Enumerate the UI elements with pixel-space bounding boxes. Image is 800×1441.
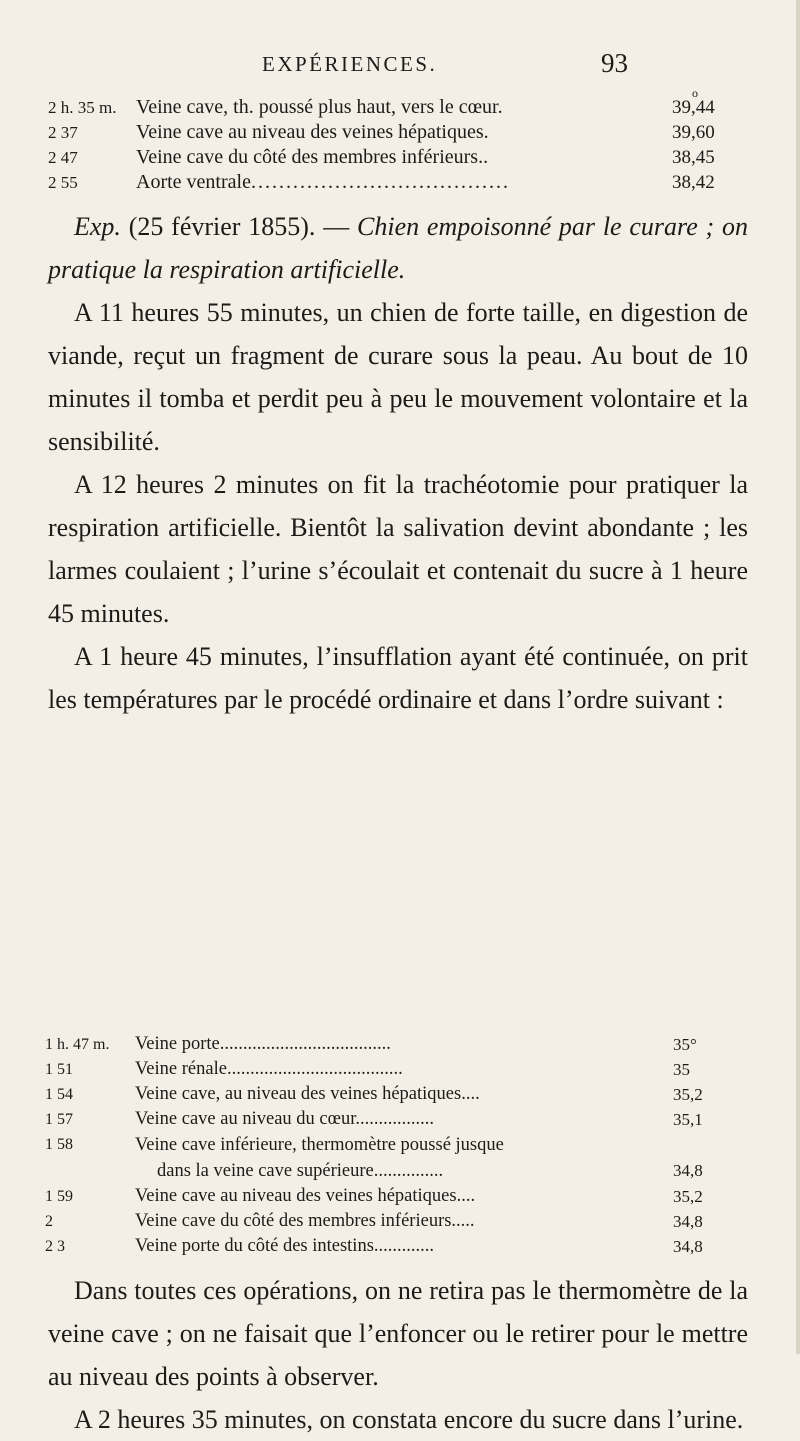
- temperature-cell: 34,8: [673, 1161, 703, 1180]
- paragraph: A 11 heures 55 minutes, un chien de forte taille, en digestion de viande, reçut un fragment de curare sous la peau. Au bout de 10 minutes il tomba et perdit peu à peu le mouvement volontaire et la sensibilité.: [48, 298, 748, 456]
- time-cell: 1 59: [45, 1188, 73, 1205]
- paragraph: A 2 heures 35 minutes, on constata encore du sucre dans l’urine.: [74, 1405, 744, 1434]
- leader-dots: .................: [355, 1109, 434, 1129]
- table-row: [48, 145, 748, 170]
- table-row: [45, 1132, 745, 1184]
- site-cell: Veine cave, au niveau des veines hépatiques....: [135, 1084, 480, 1104]
- table-row: [45, 1082, 745, 1107]
- site-cell: Veine cave du côté des membres inférieurs.....: [135, 1211, 475, 1231]
- table-row: [45, 1209, 745, 1234]
- leader-dots: .....................................: [219, 1034, 391, 1054]
- temperature-cell: 35,2: [673, 1085, 703, 1104]
- site-cell: [135, 1057, 403, 1082]
- table-row: [45, 1184, 745, 1209]
- site-cell: [135, 1234, 434, 1259]
- experiment-text: [48, 205, 748, 721]
- table-row: [48, 120, 748, 145]
- temperature-cell: 38,42: [672, 172, 715, 193]
- time-cell: 2: [45, 1213, 53, 1230]
- temperature-cell: 35,1: [673, 1110, 703, 1129]
- table-row: [45, 1057, 745, 1082]
- temperature-cell: 35: [673, 1060, 690, 1079]
- exp-prefix: Exp.: [74, 212, 121, 241]
- degree-mark: o: [692, 86, 698, 100]
- time-cell: 2 h. 35 m.: [48, 98, 117, 117]
- site-cell: [135, 1032, 391, 1057]
- time-cell: 2 55: [48, 173, 78, 192]
- time-cell: 1 58: [45, 1136, 73, 1153]
- leader-dots: ...............: [373, 1161, 444, 1181]
- running-head: [0, 48, 800, 82]
- site-cell: Veine cave du côté des membres inférieurs..: [136, 146, 489, 168]
- site-cell: Veine cave, th. poussé plus haut, vers le cœur.: [136, 96, 503, 118]
- temperature-table-2: [45, 1032, 745, 1259]
- table-row: [48, 86, 748, 120]
- time-cell: 2 37: [48, 123, 78, 142]
- temperature-cell: 39,44 o: [672, 95, 715, 120]
- site-cell: [135, 1132, 665, 1184]
- site-cell: Veine cave au niveau des veines hépatiques....: [135, 1186, 476, 1206]
- temperature-cell: 34,8: [673, 1237, 703, 1256]
- table-row: [45, 1234, 745, 1259]
- temperature-cell: 38,45: [672, 147, 715, 168]
- paragraph: A 12 heures 2 minutes on fit la trachéotomie pour pratiquer la respiration artificielle. Bientôt la salivation devint abondante ; les larmes coulaient ; l’urine s’écoulait et contenait du sucre à 1 heure 45 minutes.: [48, 470, 748, 628]
- leader-dots: .............: [373, 1236, 435, 1256]
- running-title: EXPÉRIENCES.: [262, 52, 438, 76]
- site-label: Veine porte: [135, 1034, 220, 1054]
- page-edge: [796, 0, 800, 1354]
- site-cell: Veine cave au niveau des veines hépatiques.: [136, 121, 489, 143]
- time-cell: 1 h. 47 m.: [45, 1036, 110, 1053]
- page-number: 93: [601, 48, 628, 78]
- exp-title: Chien empoisonné par le curare ; on pratique la respiration artificielle.: [48, 212, 748, 284]
- site-label: Veine rénale: [135, 1059, 227, 1079]
- temperature-cell: 35,2: [673, 1187, 703, 1206]
- time-cell: 2 47: [48, 148, 78, 167]
- temperature-cell: 39,60: [672, 122, 715, 143]
- closing-text: [48, 1269, 748, 1441]
- time-cell: 2 3: [45, 1238, 65, 1255]
- site-label: Aorte ventrale: [136, 171, 251, 193]
- site-label: Veine porte du côté des intestins: [135, 1236, 374, 1256]
- paragraph: Dans toutes ces opérations, on ne retira pas le thermomètre de la veine cave ; on ne faisait que l’enfoncer ou le retirer pour le mettre au niveau des points à observer.: [48, 1276, 748, 1391]
- exp-date: (25 février 1855). —: [128, 212, 350, 241]
- site-label: Veine cave inférieure, thermomètre poussé jusque: [135, 1135, 504, 1155]
- site-cell: [136, 170, 510, 195]
- time-cell: 1 57: [45, 1111, 73, 1128]
- experiment-heading: [48, 205, 748, 291]
- time-cell: 1 54: [45, 1086, 73, 1103]
- site-cell: [135, 1107, 434, 1132]
- temperature-cell: 34,8: [673, 1212, 703, 1231]
- site-label-continued: dans la veine cave supérieure...............: [157, 1161, 444, 1181]
- table-row: [45, 1032, 745, 1057]
- table-row: [45, 1107, 745, 1132]
- leader-dots: .....................................: [250, 171, 510, 193]
- paragraph: A 1 heure 45 minutes, l’insufflation ayant été continuée, on prit les températures par le procédé ordinaire et dans l’ordre suivant :: [48, 642, 748, 714]
- site-label: Veine cave au niveau du cœur: [135, 1109, 356, 1129]
- table-row: [48, 170, 748, 195]
- leader-dots: ......................................: [226, 1059, 403, 1079]
- temperature-table-1: [48, 86, 748, 195]
- time-cell: 1 51: [45, 1061, 73, 1078]
- temperature-cell: 35°: [673, 1035, 697, 1054]
